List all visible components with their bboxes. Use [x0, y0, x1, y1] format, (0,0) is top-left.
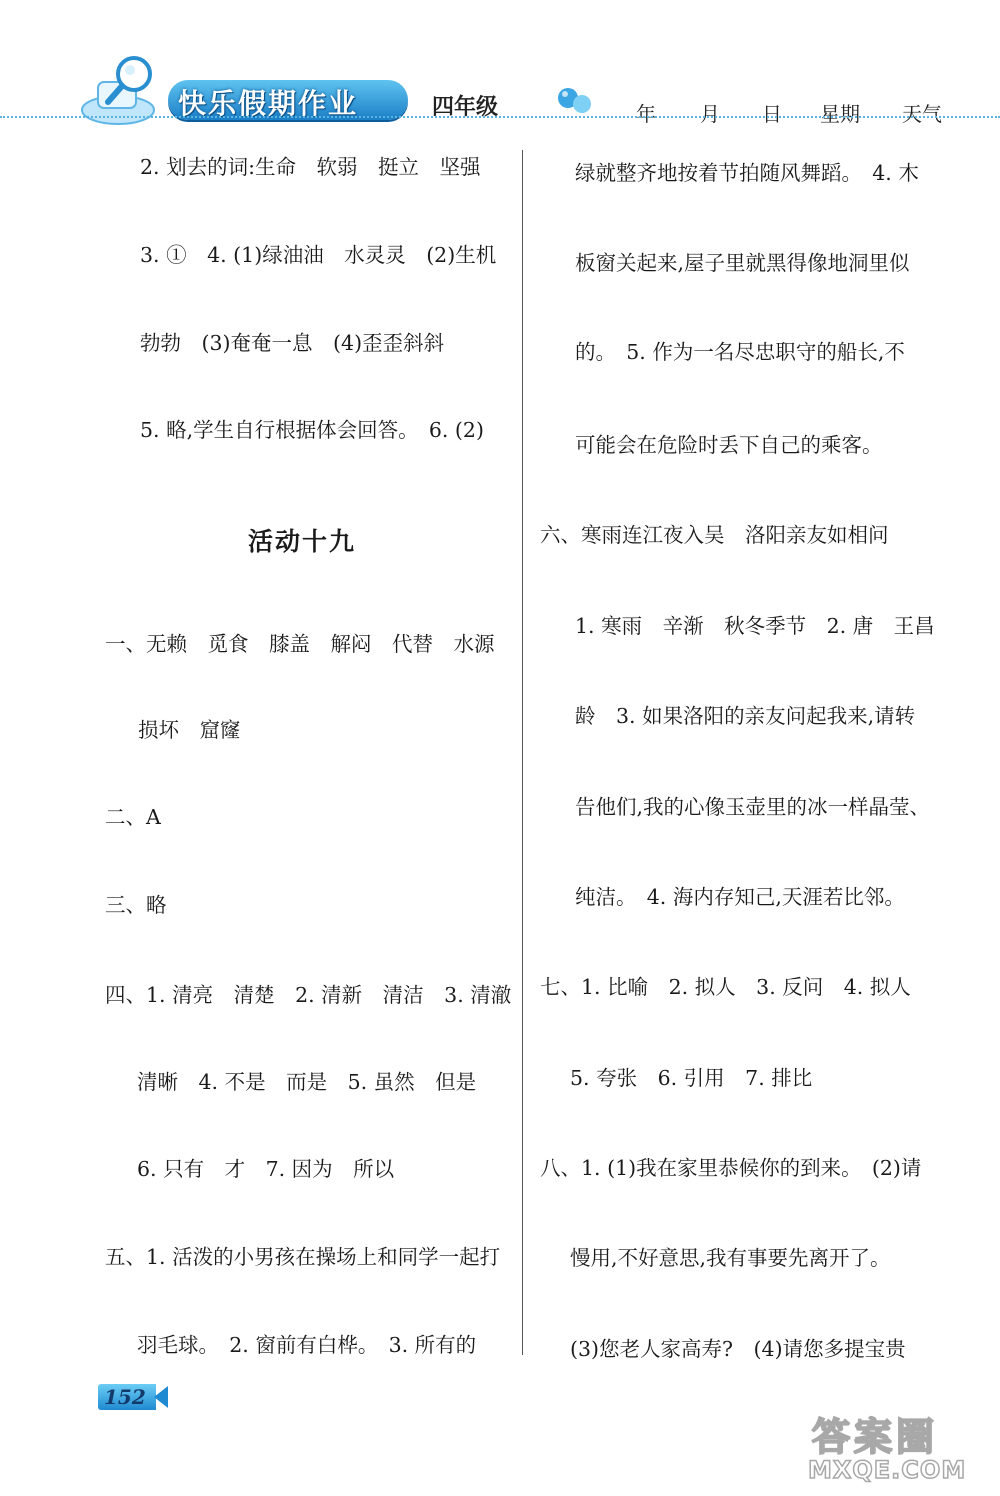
answer-line: 可能会在危险时丢下自己的乘客。: [575, 433, 883, 457]
day-label: 日: [762, 102, 782, 126]
answer-line: 纯洁。 4. 海内存知己,天涯若比邻。: [575, 885, 905, 909]
answer-line: 龄 3. 如果洛阳的亲友问起我来,请转: [575, 704, 916, 728]
weekday-label: 星期: [820, 102, 860, 126]
answer-line: 慢用,不好意思,我有事要先离开了。: [570, 1246, 891, 1270]
answer-line: 勃勃 (3)奄奄一息 (4)歪歪斜斜: [140, 331, 445, 355]
answer-line: 1. 寒雨 辛渐 秋冬季节 2. 唐 王昌: [575, 614, 935, 638]
answer-line: 5. 夸张 6. 引用 7. 排比: [570, 1066, 813, 1090]
answer-line: 2. 划去的词:生命 软弱 挺立 坚强: [140, 155, 481, 179]
page-header: [0, 0, 1000, 140]
weather-label: 天气: [902, 102, 942, 126]
decorative-balls-icon: [555, 84, 595, 116]
page-number: 152: [104, 1385, 146, 1409]
answer-line: 告他们,我的心像玉壶里的冰一样晶莹、: [575, 795, 931, 819]
answer-line: 绿就整齐地按着节拍随风舞蹈。 4. 木: [575, 161, 919, 185]
month-label: 月: [700, 102, 720, 126]
answer-line: 6. 只有 才 7. 因为 所以: [137, 1157, 395, 1181]
grade-label: 四年级: [432, 95, 499, 120]
answer-line: 5. 略,学生自行根据体会回答。 6. (2): [140, 418, 484, 442]
answer-line: 的。 5. 作为一名尽忠职守的船长,不: [575, 340, 905, 364]
header-dotted-divider: [0, 116, 1000, 118]
answer-line: 清晰 4. 不是 而是 5. 虽然 但是: [137, 1070, 477, 1094]
page-arrow-icon: [154, 1386, 168, 1408]
banner-title: 快乐假期作业: [178, 87, 359, 120]
answer-line: (3)您老人家高寿? (4)请您多提宝贵: [570, 1337, 906, 1361]
answer-line: 3. ① 4. (1)绿油油 水灵灵 (2)生机: [140, 243, 497, 267]
watermark-logo: [792, 1402, 992, 1490]
watermark-bottom-text: MXQE.COM: [808, 1456, 967, 1484]
answer-line: 六、寒雨连江夜入吴 洛阳亲友如相问: [540, 523, 889, 547]
answer-line: 四、1. 清亮 清楚 2. 清新 清洁 3. 清澈: [105, 983, 512, 1007]
answer-line: 八、1. (1)我在家里恭候你的到来。 (2)请: [540, 1156, 922, 1180]
watermark-top-text: 答案圈: [812, 1415, 939, 1459]
column-divider: [522, 150, 523, 1355]
year-label: 年: [636, 102, 656, 126]
answer-line: 五、1. 活泼的小男孩在操场上和同学一起打: [105, 1245, 501, 1269]
answer-line: 一、无赖 觅食 膝盖 解闷 代替 水源: [105, 632, 495, 656]
answer-line: 损坏 窟窿: [138, 718, 241, 742]
answer-line: 羽毛球。 2. 窗前有白桦。 3. 所有的: [137, 1333, 477, 1357]
answer-line: 板窗关起来,屋子里就黑得像地洞里似: [575, 251, 910, 275]
section-title: 活动十九: [248, 527, 357, 556]
logo-magnifier-icon: [72, 52, 172, 130]
answer-line: 七、1. 比喻 2. 拟人 3. 反问 4. 拟人: [540, 975, 911, 999]
answer-line: 三、略: [105, 893, 167, 917]
answer-line: 二、A: [105, 805, 161, 829]
